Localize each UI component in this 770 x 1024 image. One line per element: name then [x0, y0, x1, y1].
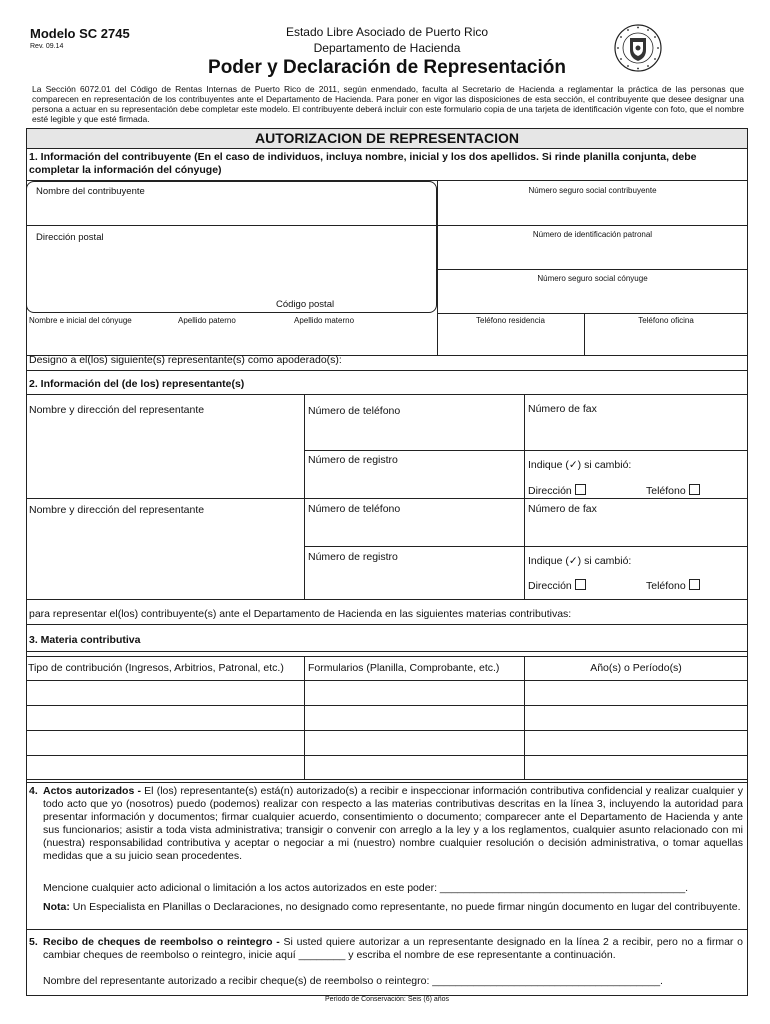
intro-paragraph: La Sección 6072.01 del Código de Rentas Internas de Puerto Rico de 2011, según enmendado, faculta al Secretario de Hacienda a reglamentar la práctica de las personas que comparecen en representación de los contribuyentes ante el Departamento de Hacienda. Para poner en vigor las disposiciones de esta sección, el contribuyente que desee designar una persona a actuar en su representación debe completar este modelo. El contribuyente deberá incluir con este formulario copia de una tarjeta de identificación vigente con foto, que el nombre esté legible y que esté firmada.	[32, 84, 744, 124]
section2-heading: 2. Información del (de los) representante(s)	[29, 378, 245, 390]
rep1-registry-label: Número de registro	[308, 454, 398, 466]
rep1-address-changed	[528, 484, 586, 497]
rep1-name-address-label: Nombre y dirección del representante	[29, 404, 205, 416]
rep2-phone-checkbox[interactable]	[689, 579, 700, 590]
rep2-address-checkbox[interactable]	[575, 579, 586, 590]
maternal-surname-label: Apellido materno	[294, 316, 355, 325]
form-title: Poder y Declaración de Representación	[208, 57, 566, 78]
agency-line-2: Departamento de Hacienda	[313, 41, 461, 55]
rep1-phone-label: Número de teléfono	[308, 405, 401, 417]
rep2-phone-changed-label: Teléfono	[646, 580, 686, 592]
taxpayer-name-label: Nombre del contribuyente	[36, 186, 145, 197]
retention-period: Período de Conservación: Seis (6) años	[324, 996, 450, 1003]
section1-heading: 1. Información del contribuyente (En el caso de individuos, incluya nombre, inicial y los dos apellidos. Si rinde planilla conjunta, debe completar la información del cónyuge)	[29, 151, 697, 176]
rep2-address-changed	[528, 579, 586, 592]
rep2-registry-label: Número de registro	[308, 551, 398, 563]
additional-acts-field[interactable]: Mencione cualquier acto adicional o limitación a los actos autorizados en este poder: __________________________________________.	[43, 882, 689, 894]
rep1-phone-changed	[646, 484, 700, 497]
home-phone-label: Teléfono residencia	[476, 316, 545, 325]
rep1-phone-changed-label: Teléfono	[646, 485, 686, 497]
rep1-address-changed-label: Dirección	[528, 485, 572, 497]
section4-text: El (los) representante(s) está(n) autorizado(s) a recibir e inspeccionar información contributiva confidencial y realizar cualquier y todo acto que yo (nosotros) puedo (podemos) realizar con respecto a las materias contributivas descritas en la línea 3, incluyendo la autoridad para presentar información y documentos; firmar cualquier acuerdo, consentimiento o documento; comparecer ante el Departamento de Hacienda y ante sus funcionarios; asistir a toda vista administrativa; transigir o convenir con arreglo a la ley y a los reglamentos, cualquier asunto relacionado con mi (nuestra) responsabilidad contributiva y aceptar o negociar a mi (nuestro) nombre cualquier resolución o decisión administrativa, o tomar aquellas medidas que a su juicio sean procedentes.	[43, 785, 743, 862]
postal-address-label: Dirección postal	[36, 232, 104, 243]
agency-line-1: Estado Libre Asociado de Puerto Rico	[285, 25, 489, 39]
col-tax-type-header: Tipo de contribución (Ingresos, Arbitrios, Patronal, etc.)	[28, 662, 284, 674]
section5-number: 5.	[29, 936, 38, 948]
section4-body	[43, 785, 743, 863]
hacienda-seal-icon	[614, 24, 662, 72]
form-page	[26, 22, 748, 1017]
taxpayer-name-address-field[interactable]	[26, 181, 437, 313]
employer-id-label: Número de identificación patronal	[532, 230, 653, 239]
col-years-header: Año(s) o Período(s)	[590, 662, 682, 674]
section4-note	[43, 901, 743, 914]
section4-title: Actos autorizados -	[43, 785, 141, 797]
section-band-title: AUTORIZACION DE REPRESENTACION	[26, 128, 748, 149]
designate-text: Designo a el(los) siguiente(s) representante(s) como apoderado(s):	[29, 354, 342, 366]
rep1-address-checkbox[interactable]	[575, 484, 586, 495]
rep2-address-changed-label: Dirección	[528, 580, 572, 592]
revision: Rev. 09.14	[30, 43, 64, 50]
note-label: Nota:	[43, 901, 70, 913]
section3-heading: 3. Materia contributiva	[29, 634, 141, 646]
rep2-changed-label: Indique (✓) si cambió:	[528, 555, 632, 567]
table-row[interactable]	[26, 706, 748, 730]
table-row[interactable]	[26, 681, 748, 705]
table-row[interactable]	[26, 731, 748, 755]
zip-code-label: Código postal	[276, 299, 335, 310]
spouse-name-label: Nombre e inicial del cónyuge	[29, 316, 132, 325]
table-row[interactable]	[26, 756, 748, 779]
represent-text: para representar el(los) contribuyente(s) ante el Departamento de Hacienda en las siguientes materias contributivas:	[29, 608, 572, 620]
rep1-phone-checkbox[interactable]	[689, 484, 700, 495]
paternal-surname-label: Apellido paterno	[178, 316, 236, 325]
section4-number: 4.	[29, 785, 38, 797]
rep2-name-address-label: Nombre y dirección del representante	[29, 504, 205, 516]
taxpayer-ssn-label: Número seguro social contribuyente	[528, 186, 657, 195]
section5-body	[43, 936, 743, 962]
rep1-changed-label: Indique (✓) si cambió:	[528, 459, 632, 471]
rep1-fax-label: Número de fax	[528, 403, 597, 415]
section5-title: Recibo de cheques de reembolso o reintegro -	[43, 936, 280, 948]
rep2-fax-label: Número de fax	[528, 503, 597, 515]
rep2-phone-changed	[646, 579, 700, 592]
spouse-ssn-label: Número seguro social cónyuge	[537, 274, 648, 283]
note-text: Un Especialista en Planillas o Declaraciones, no designado como representante, no puede firmar ningún documento en lugar del contribuyente.	[69, 901, 741, 913]
section5-text: Si usted quiere autorizar a un representante designado en la línea 2 a recibir, pero no a firmar o cambiar cheques de reembolso o reintegro, inicie aquí ________ y escriba el nombre de ese representante a continuación.	[43, 936, 743, 961]
col-forms-header: Formularios (Planilla, Comprobante, etc.)	[308, 662, 500, 674]
form-number: Modelo SC 2745	[30, 26, 130, 41]
office-phone-label: Teléfono oficina	[638, 316, 694, 325]
rep2-phone-label: Número de teléfono	[308, 503, 401, 515]
refund-rep-name-field[interactable]: Nombre del representante autorizado a recibir cheque(s) de reembolso o reintegro: _______________________________________.	[43, 975, 663, 987]
